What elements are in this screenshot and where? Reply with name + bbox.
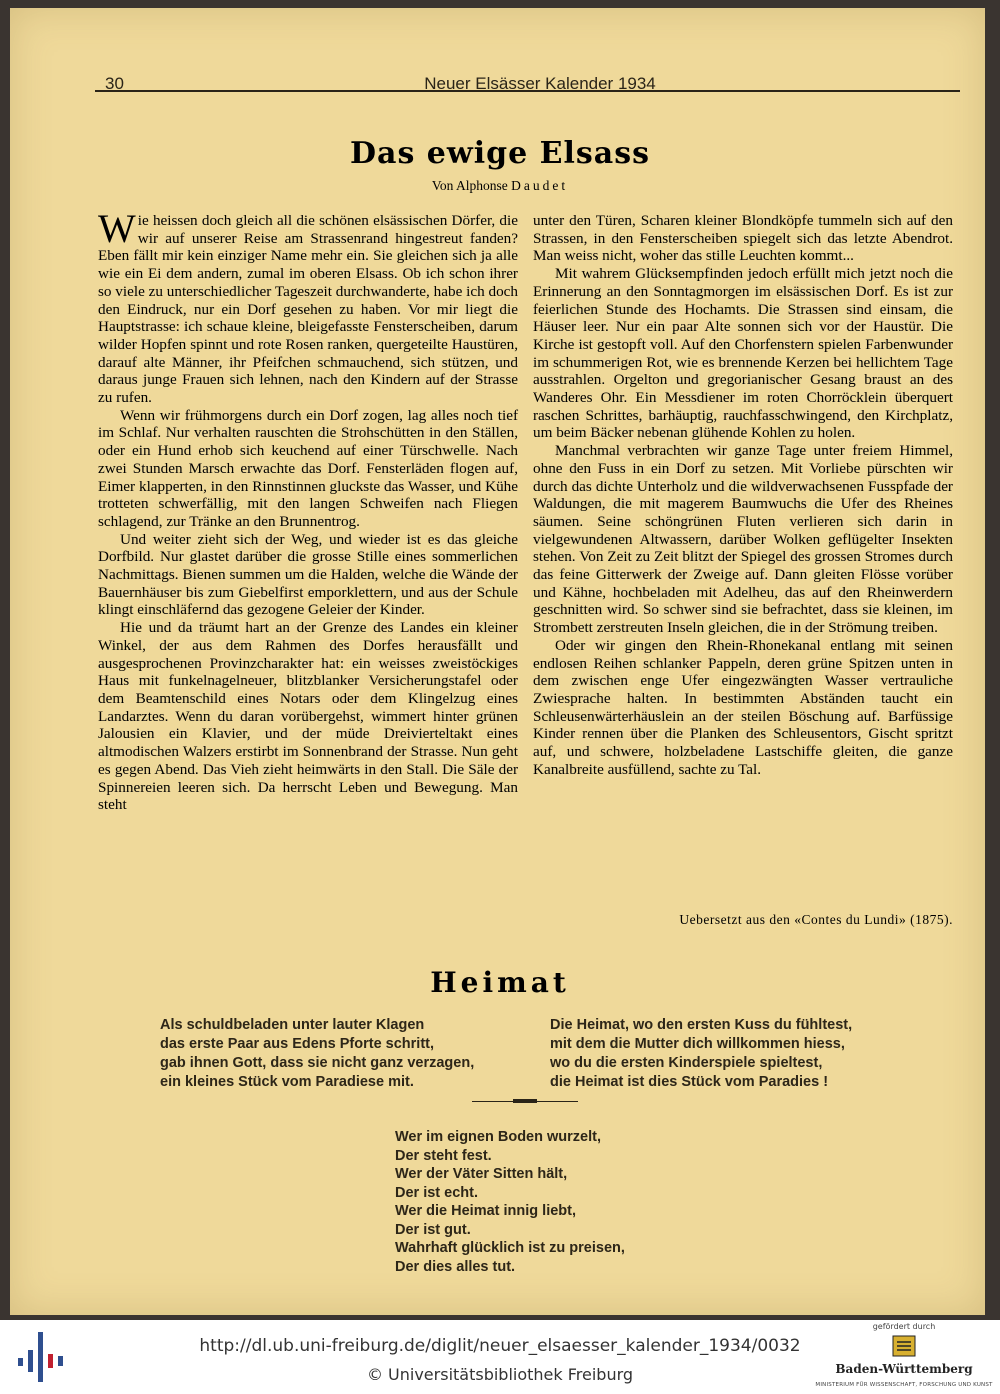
poem-line: gab ihnen Gott, dass sie nicht ganz verzagen, [160,1055,475,1071]
translation-note: Uebersetzt aus den «Contes du Lundi» (1875). [679,912,953,927]
verse-block [395,1128,625,1276]
poem-line: Die Heimat, wo den ersten Kuss du fühltest, [550,1017,853,1033]
article-column-right [533,212,953,779]
byline-prefix: Von Alphonse [431,178,508,193]
poem-line: mit dem die Mutter dich willkommen hiess, [550,1036,845,1052]
journal-title: Neuer Elsässer Kalender 1934 [424,74,656,93]
article-title: Das ewige Elsass [350,136,650,171]
baden-wuerttemberg-seal-icon [890,1334,918,1358]
verse-line: Wer der Väter Sitten hält, [395,1166,568,1182]
ornament-divider [472,1101,578,1105]
paragraph: Oder wir gingen den Rhein-Rhonekanal entlang mit seinen endlosen Reihen schlanker Pappeln, deren grüne Spitzen unten in dem zwischen enge Ufer eingezwängten Wasser vertrauliche Zwiesprache halten. In bestimmten Abständen taucht ein Schleusenwärterhäuslein an der steilen Böschung auf. Barfüssige Kinder rennen über die Planken des Schleusentors, Gischt spritzt auf, und schwere, holzbeladene Lastschiffe gleiten, die ganze Kanalbreite ausfüllend, sachte zu Tal. [533,636,953,778]
byline [0,178,1000,194]
paragraph: Mit wahrem Glücksempfinden jedoch erfüllt mich jetzt noch die Erinnerung an den Sonntagmorgen im elsässischen Dorf. Es ist zur feierlichen Stunde des Hochamts. Die Strassen sind einsam, die Häuser leer. Nur ein paar Alte sonnen sich vor der Haustür. Die Kirche ist gestopft voll. Auf den Chorfenstern spielen Farbenwunder im schummerigen Rot, wie es brennende Kerzen bei hellichtem Tage ausstrahlen. Orgelton und gregorianischer Gesang braust an des Wanderes Ohr. Ein Messdiener im roten Chorröcklein überquert raschen Schrittes, barhäuptig, rauchfasschwingend, den Kirchplatz, um beim Bäcker nebenan glühende Kohlen zu holen. [533,265,953,442]
header-rule [95,90,960,92]
poem-stanza-left [160,1016,474,1092]
poem-line: die Heimat ist dies Stück vom Paradies ! [550,1074,829,1090]
verse-line: Der ist gut. [395,1221,471,1238]
poem-title: Heimat [430,966,570,999]
poem-line: das erste Paar aus Edens Pforte schritt, [160,1036,434,1052]
running-head [105,70,975,98]
poem-line: wo du die ersten Kinderspiele spieltest, [550,1055,823,1071]
paragraph: Wenn wir frühmorgens durch ein Dorf zogen, lag alles noch tief im Schlaf. Nur verhalten rauschten die Strohschütten in den Ställen, oder ein Hund erhob sich keuchend auf einer Türschwelle. Nach zwei Stunden Marsch erwachte das Dorf. Fensterläden flogen auf, Eimer klapperten, in den Rinnstinnen gluckste das Wasser, und Kühe trotteten schwerfällig, mit den langen Schweifen nach Fliegen schlagend, zur Tränke an den Brunnentrog. [98,406,518,530]
verse-line: Wer im eignen Boden wurzelt, [395,1129,601,1145]
paragraph-continuation: unter den Türen, Scharen kleiner Blondköpfe tummeln sich auf den Strassen, in den Fensterscheiben spiegelt sich das letzte Abendrot. Man weiss nicht, woher das stille Leuchten kommt... [533,212,953,265]
verse-line: Der dies alles tut. [395,1258,516,1275]
permalink[interactable]: http://dl.ub.uni-freiburg.de/diglit/neuer_elsaesser_kalender_1934/0032 [199,1336,801,1356]
sponsor-note: gefördert durch [872,1322,936,1331]
verse-line: Der ist echt. [395,1184,478,1201]
paragraph: Manchmal verbrachten wir ganze Tage unter freiem Himmel, ohne den Fuss in ein Dorf zu setzen. Mit Vorliebe pürschten wir durch das dichte Unterholz und die wildverwachsenen Fusspfade der Waldungen, die mit magerem Baumwuchs die Ufer des Rheines säumen. Seine schöngrünen Fluten verlieren sich darin in vielgewundenen Altwassern, darüber Wolken geflügelter Insekten stehen. Von Zeit zu Zeit blitzt der Spiegel des grossen Stromes durch das feine Gitterwerk der Zweige auf. Dann gleiten Flösse vorüber und Kähne, hochbeladen mit Adelheu, das auf den Rheinwerdern geschnitten wird. So schwer sind sie befrachtet, dass sie kleinen, im Strombett zerstreuten Inseln gleichen, die in der Strömung treiben. [533,442,953,637]
page-number: 30 [105,74,124,93]
sponsor-block [808,1322,1000,1394]
verse-line: Wer die Heimat innig liebt, [395,1203,577,1219]
poem-stanza-right [550,1016,852,1092]
viewer-footer [0,1320,1000,1394]
paragraph: Hie und da träumt hart an der Grenze des Landes ein kleiner Winkel, der aus dem Rahmen des Dorfes herausfällt und ausgesprochenen Provinzcharakter hat: ein weisses zweistöckiges Haus mit funkelnagelneuer, blitzblanker Versicherungstafel oder dem Beamtenschild eines Notars oder dem Klingelzug eines Landarztes. Wenn du daran vorübergehst, wimmert hinter grünen Jalousien ein Klavier, und der müde Dreivierteltakt eines altmodischen Walzers erstirbt im Sonnenbrand der Strasse. Nun geht es gegen Abend. Das Vieh zieht heimwärts in den Stall. Die Säle der Spinnereien leeren sich. Da herrscht Leben und Bewegung. Man steht [98,619,518,814]
byline-author: Daudet [511,178,569,193]
paragraph: Wie heissen doch gleich all die schönen elsässischen Dörfer, die wir auf unserer Reise am Strassenrand hingestreut fanden? Eben fällt mir kein einziger Name mehr ein. Sie gleichen sich ja alle wie ein Ei dem andern, zumal im oberen Elsass. Ob ich schon ihrer so viele zu unterschiedlicher Tageszeit durchwanderte, habe ich doch den Eindruck, nur ein Dorf gesehen zu haben. Vor mir liegt die Hauptstrasse: ich schaue kleine, bleigefasste Fensterscheiben, darum wilder Hopfen spinnt und rote Rosen ranken, quergeteilte Haustüren, darauf alte Männer, ihr Pfeifchen schmauchend, sich stützen, und daraus junge Frauen sich lehnen, nach den Kindern auf der Strasse zu rufen. [98,206,518,407]
sponsor-name: Baden-Württemberg [835,1362,973,1376]
poem-line: Als schuldbeladen unter lauter Klagen [160,1017,425,1033]
verse-line: Wahrhaft glücklich ist zu preisen, [395,1240,625,1256]
copyright: © Universitätsbibliothek Freiburg [366,1365,634,1384]
verse-line: Der steht fest. [395,1147,492,1164]
sponsor-ministry: MINISTERIUM FÜR WISSENSCHAFT, FORSCHUNG UND KUNST [815,1382,993,1388]
article-column-left [98,206,518,814]
paragraph: Und weiter zieht sich der Weg, und wieder ist es das gleiche Dorfbild. Nur glastet darüber die grosse Stille eines sommerlichen Nachmittags. Bienen summen um die Halden, welche die Wände der Bauernhäuser bis zum Giebelfirst emporklettern, und aus der Schule klingt einschläfernd das gezogene Geleier der Kinder. [98,530,518,619]
drop-cap: W [98,206,136,251]
poem-line: ein kleines Stück vom Paradiese mit. [160,1074,414,1090]
